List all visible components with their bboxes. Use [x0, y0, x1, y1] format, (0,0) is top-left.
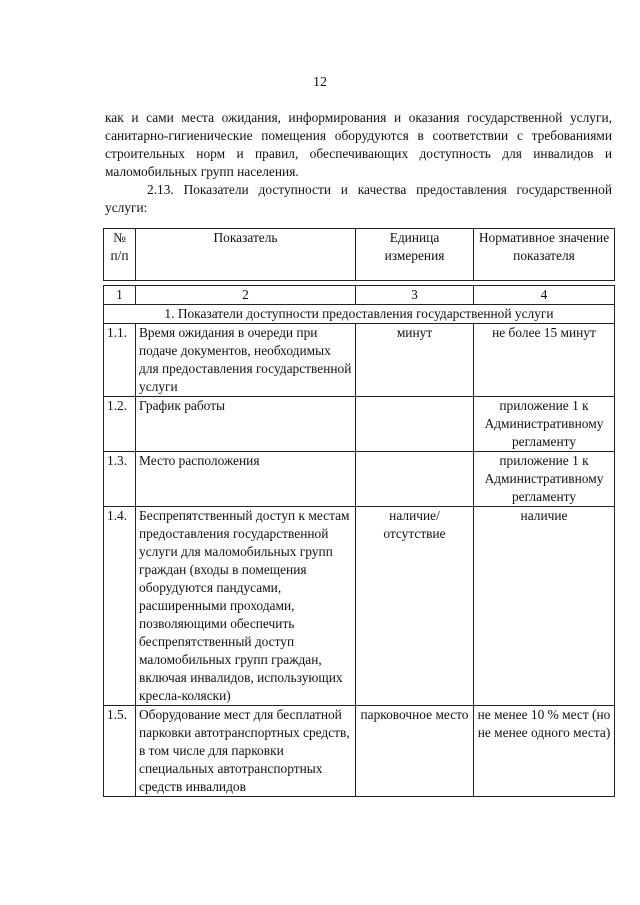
row-indicator: График работы — [136, 397, 356, 452]
row-unit — [356, 397, 474, 452]
paragraph-1: как и сами места ожидания, информирования и оказания государственной услуги, санитарно-гигиенические помещения оборудуются в соответствии с требованиями строительных норм и правил, обеспечивающих доступность для инвалидов и маломобильных групп населения. — [105, 110, 612, 179]
paragraph-2: 2.13. Показатели доступности и качества предоставления государственной услуги: — [105, 182, 612, 215]
row-value: не менее 10 % мест (но не менее одного места) — [474, 706, 615, 797]
table-row — [104, 706, 615, 797]
header-num: № п/п — [104, 229, 136, 281]
section-title: 1. Показатели доступности предоставления государственной услуги — [104, 305, 615, 324]
row-unit: парковочное место — [356, 706, 474, 797]
table-row — [104, 452, 615, 507]
header-indicator: Показатель — [136, 229, 356, 281]
row-number: 1.2. — [104, 397, 136, 452]
column-number-2: 2 — [136, 286, 356, 305]
column-number-3: 3 — [356, 286, 474, 305]
row-indicator: Место расположения — [136, 452, 356, 507]
row-indicator: Беспрепятственный доступ к местам предоставления государственной услуги для маломобильных групп граждан (входы в помещения оборудуются пандусами, расширенными проходами, позволяющими обеспечить беспрепятственный доступ маломобильных групп граждан, включая инвалидов, использующих кресла-коляски) — [136, 507, 356, 706]
row-indicator: Время ожидания в очереди при подаче документов, необходимых для предоставления государственной услуги — [136, 324, 356, 397]
row-number: 1.5. — [104, 706, 136, 797]
row-value: не более 15 минут — [474, 324, 615, 397]
table-row — [104, 324, 615, 397]
table-header-row — [104, 229, 615, 281]
row-value: приложение 1 к Административному регламенту — [474, 397, 615, 452]
header-value: Нормативное значение показателя — [474, 229, 615, 281]
row-unit: наличие/ отсутствие — [356, 507, 474, 706]
column-number-row — [104, 286, 615, 305]
row-unit — [356, 452, 474, 507]
row-unit: минут — [356, 324, 474, 397]
column-number-1: 1 — [104, 286, 136, 305]
row-indicator: Оборудование мест для бесплатной парковки автотранспортных средств, в том числе для парковки специальных автотранспортных средств инвалидов — [136, 706, 356, 797]
page-number: 12 — [313, 75, 327, 90]
row-value: приложение 1 к Административному регламенту — [474, 452, 615, 507]
row-number: 1.4. — [104, 507, 136, 706]
row-value: наличие — [474, 507, 615, 706]
section-row — [104, 305, 615, 324]
indicators-table — [103, 228, 615, 797]
column-number-4: 4 — [474, 286, 615, 305]
row-number: 1.1. — [104, 324, 136, 397]
table-row — [104, 507, 615, 706]
table-row — [104, 397, 615, 452]
header-unit: Единица измерения — [356, 229, 474, 281]
body-text — [105, 109, 612, 217]
row-number: 1.3. — [104, 452, 136, 507]
